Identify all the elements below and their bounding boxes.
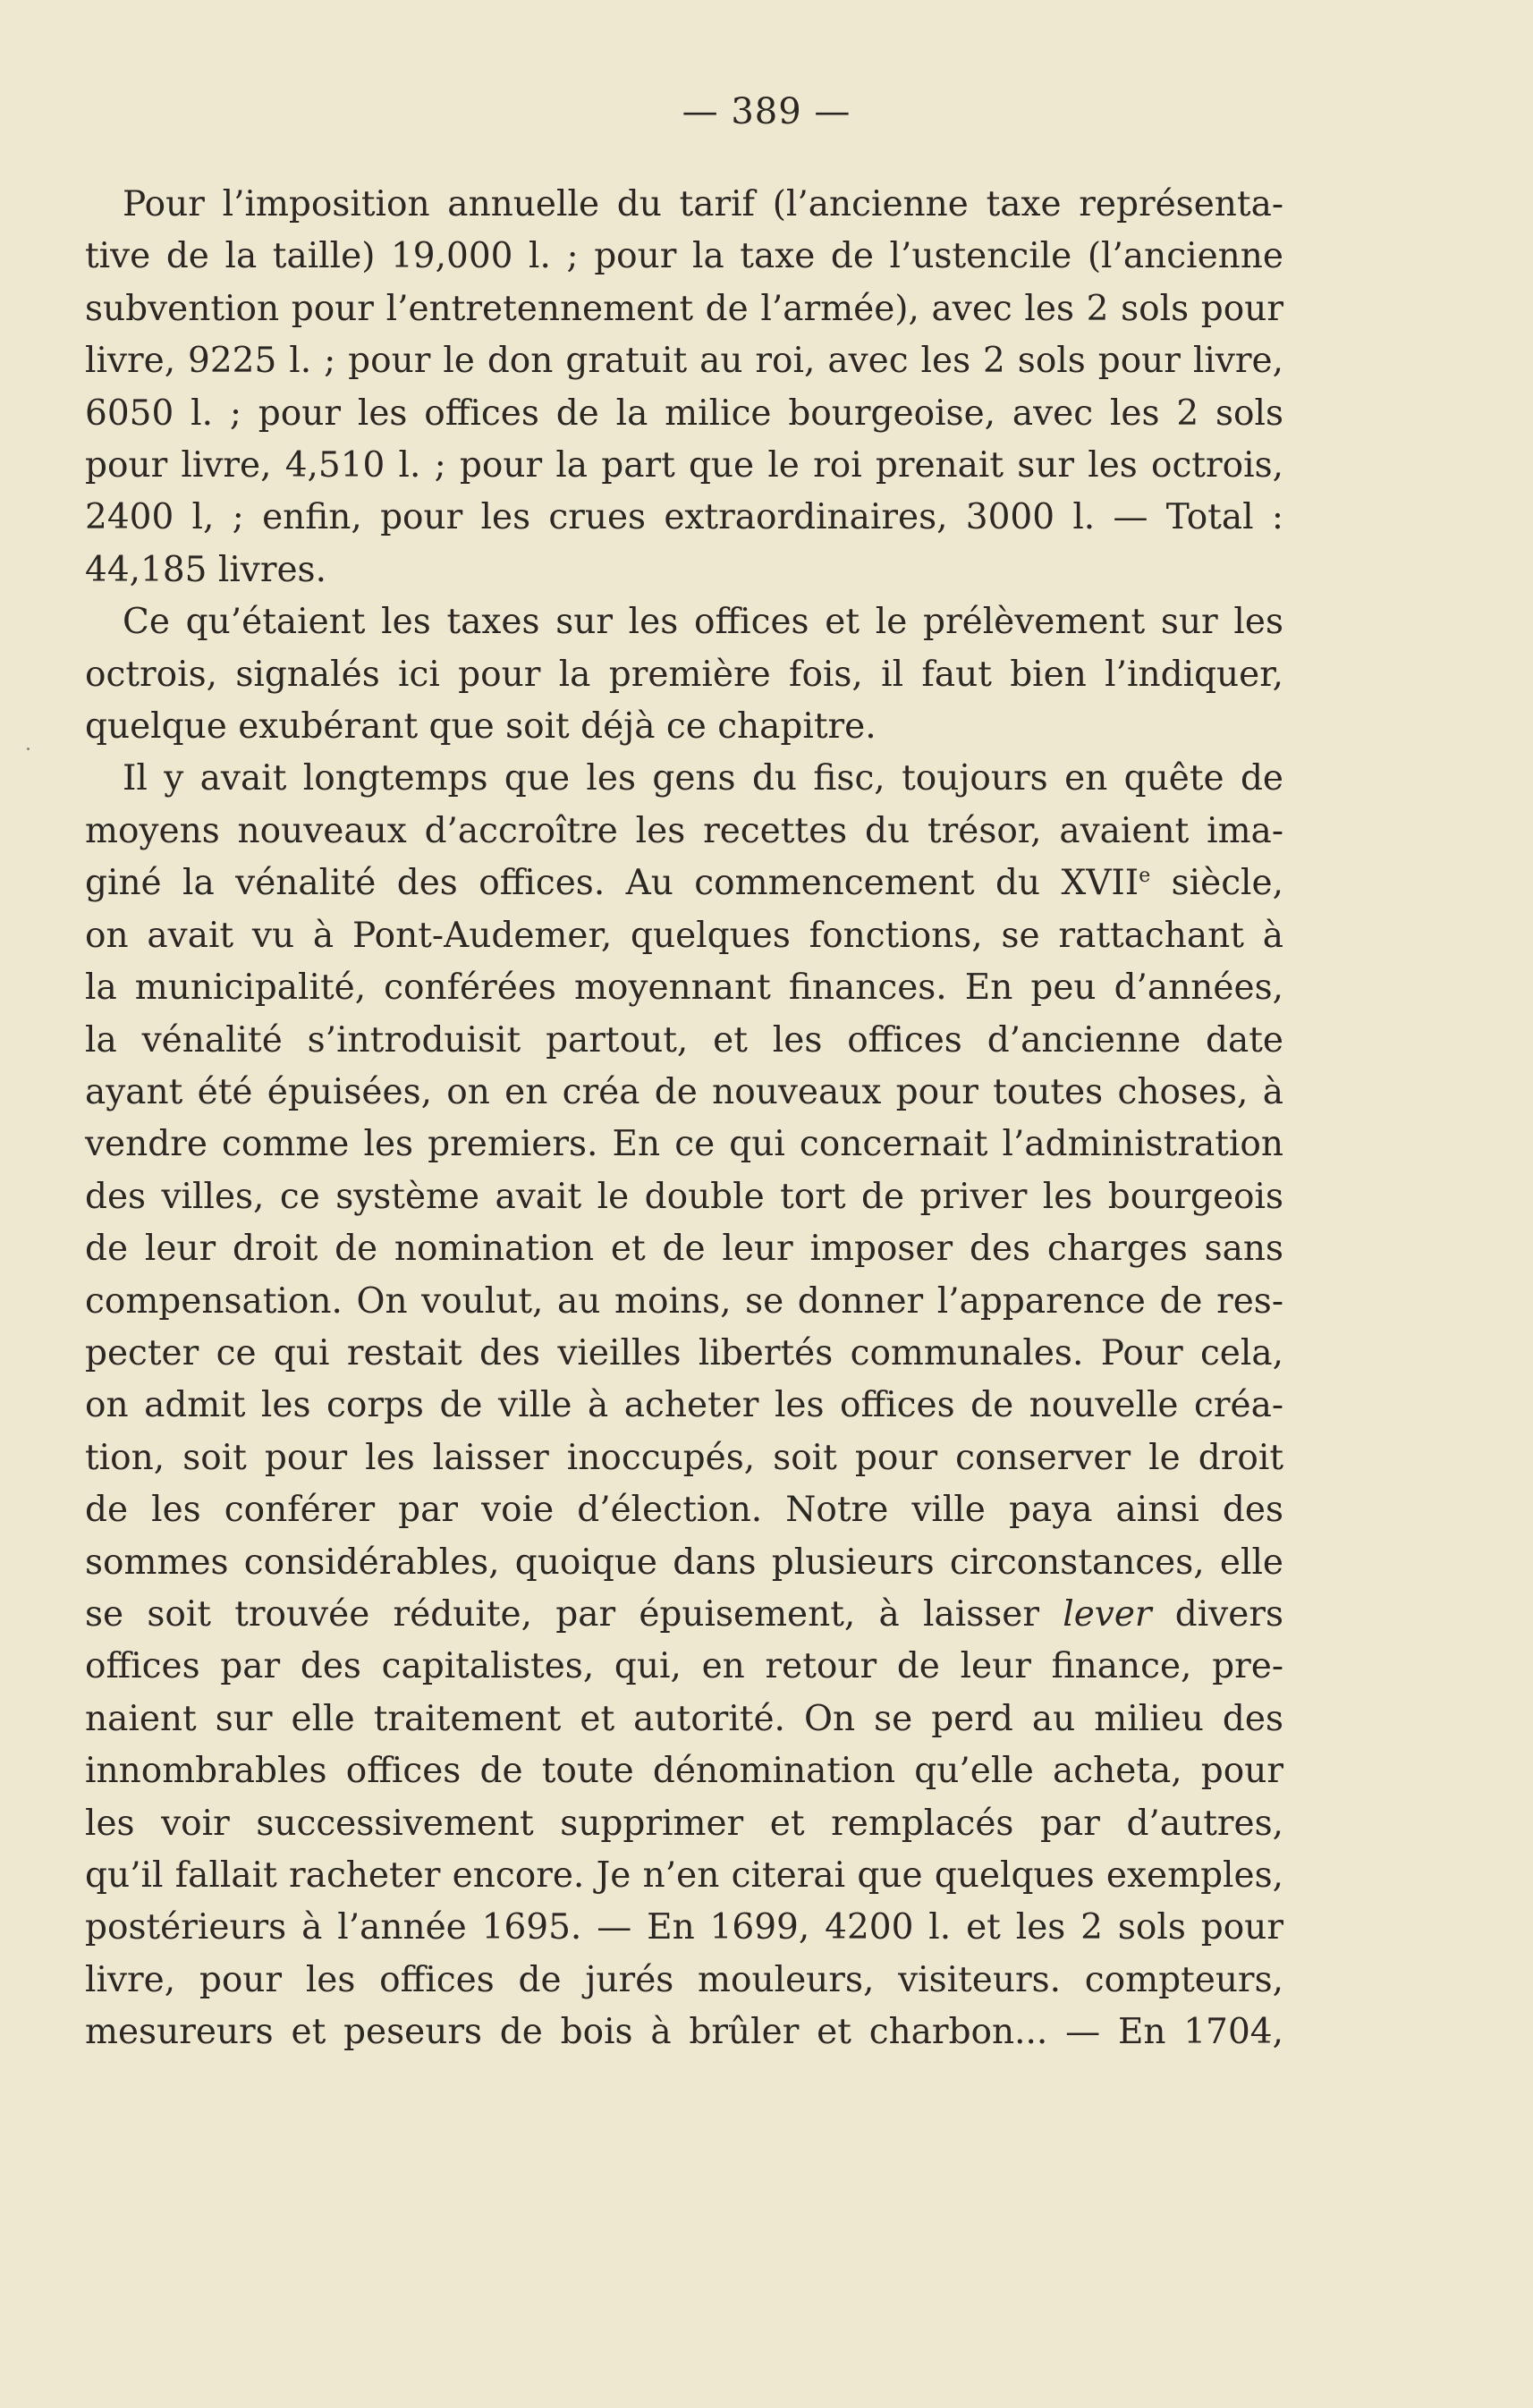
text-line: naient sur elle traitement et autorité. On se perd au milieu des (85, 1698, 1283, 1739)
text-line: mesureurs et peseurs de bois à brûler et charbon... — En 1704, (85, 2012, 1283, 2053)
paragraph-2 (85, 596, 1283, 753)
text-segment: giné la vénalité des offices. Au commencement du XVII (85, 863, 1139, 904)
text-line: tion, soit pour les laisser inoccupés, soit pour conserver le droit (85, 1437, 1283, 1478)
text-line: Pour l’imposition annuelle du tarif (l’ancienne taxe représenta- (123, 184, 1283, 224)
text-line: compensation. On voulut, au moins, se donner l’apparence de res- (85, 1280, 1283, 1322)
text-line: livre, 9225 l. ; pour le don gratuit au roi, avec les 2 sols pour livre, (85, 341, 1283, 382)
text-line: quelque exubérant que soit déjà ce chapitre. (85, 706, 877, 748)
text-line: postérieurs à l’année 1695. — En 1699, 4200 l. et les 2 sols pour (85, 1907, 1283, 1948)
text-line: offices par des capitalistes, qui, en retour de leur finance, pre- (85, 1646, 1283, 1687)
text-line: subvention pour l’entretennement de l’armée), avec les 2 sols pour (85, 288, 1283, 329)
text-line: de leur droit de nomination et de leur imposer des charges sans (85, 1229, 1283, 1270)
text-line: 44,185 livres. (85, 549, 326, 590)
text-line: 2400 l, ; enfin, pour les crues extraordinaires, 3000 l. — Total : (85, 497, 1283, 538)
text-segment: se soit trouvée réduite, par épuisement, à laisser (85, 1593, 1063, 1635)
text-line: innombrables offices de toute dénomination qu’elle acheta, pour (85, 1751, 1283, 1792)
text-line: ayant été épuisées, on en créa de nouveaux pour toutes choses, à (85, 1071, 1283, 1112)
text-line: de les conférer par voie d’élection. Notre ville paya ainsi des (85, 1490, 1283, 1531)
text-line: la municipalité, conférées moyennant finances. En peu d’années, (85, 967, 1283, 1009)
text-line: on admit les corps de ville à acheter les offices de nouvelle créa- (85, 1385, 1283, 1426)
text-line: livre, pour les offices de jurés mouleurs, visiteurs. compteurs, (85, 1959, 1283, 2000)
text-line: octrois, signalés ici pour la première fois, il faut bien l’indiquer, (85, 654, 1283, 695)
paragraph-1 (85, 179, 1283, 596)
text-line: Il y avait longtemps que les gens du fisc, toujours en quête de (123, 758, 1283, 799)
text-line: vendre comme les premiers. En ce qui concernait l’administration (85, 1124, 1283, 1165)
italic-word: lever (1063, 1593, 1152, 1635)
text-line: Ce qu’étaient les taxes sur les offices et le prélèvement sur les (123, 602, 1283, 643)
page-number: — 389 — (682, 91, 851, 132)
text-segment: divers (1151, 1593, 1283, 1635)
text-line: 6050 l. ; pour les offices de la milice bourgeoise, avec les 2 sols (85, 393, 1283, 434)
text-line-with-superscript (85, 858, 1283, 909)
text-line: des villes, ce système avait le double tort de priver les bourgeois (85, 1176, 1283, 1217)
text-line: qu’il fallait racheter encore. Je n’en citerai que quelques exemples, (85, 1855, 1283, 1896)
text-segment: siècle, (1150, 863, 1283, 904)
text-line: tive de la taille) 19,000 l. ; pour la taxe de l’ustencile (l’ancienne (85, 236, 1283, 277)
text-line: on avait vu à Pont-Audemer, quelques fonctions, se rattachant à (85, 915, 1283, 956)
text-line-with-italic (85, 1589, 1283, 1641)
text-line: les voir successivement supprimer et remplacés par d’autres, (85, 1803, 1283, 1844)
text-line: la vénalité s’introduisit partout, et les offices d’ancienne date (85, 1019, 1283, 1060)
superscript: e (1139, 865, 1151, 888)
text-line: pour livre, 4,510 l. ; pour la part que le roi prenait sur les octrois, (85, 445, 1283, 486)
text-line: pecter ce qui restait des vieilles libertés communales. Pour cela, (85, 1332, 1283, 1373)
margin-speck (27, 748, 30, 750)
text-line: sommes considérables, quoique dans plusieurs circonstances, elle (85, 1542, 1283, 1583)
paragraph-3 (85, 753, 1283, 2058)
page-body (85, 179, 1283, 2059)
text-line: moyens nouveaux d’accroître les recettes du trésor, avaient ima- (85, 810, 1283, 851)
